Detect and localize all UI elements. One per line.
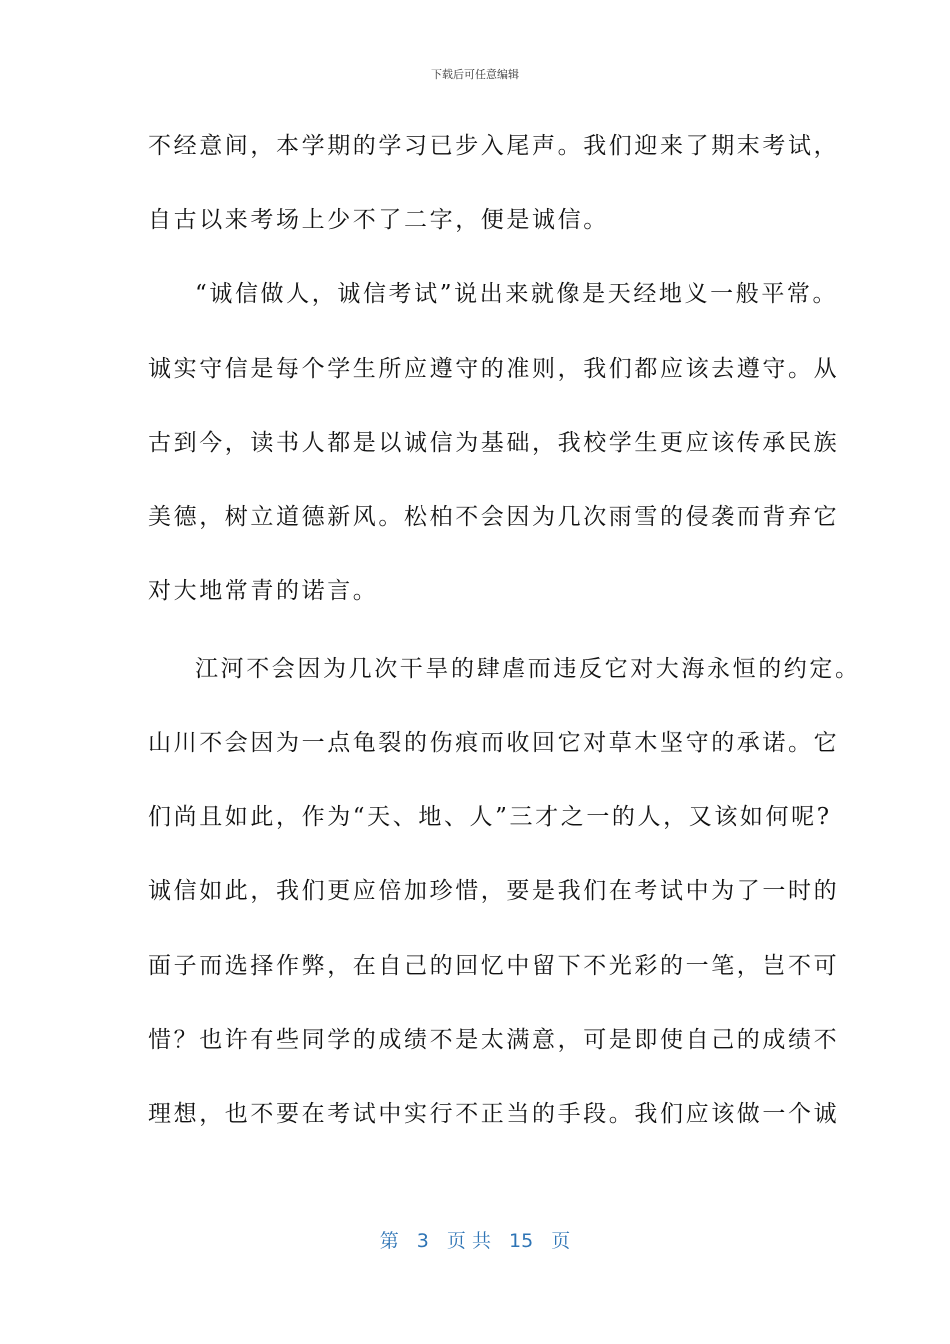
body-line: “诚信做人，诚信考试”说出来就像是天经地义一般平常。: [195, 281, 839, 307]
footer-suffix: 页: [551, 1230, 571, 1252]
body-line: 诚信如此，我们更应倍加珍惜，要是我们在考试中为了一时的: [148, 878, 840, 904]
body-line: 诚实守信是每个学生所应遵守的准则，我们都应该去遵守。从: [148, 356, 840, 382]
body-line: 理想，也不要在考试中实行不正当的手段。我们应该做一个诚: [148, 1101, 840, 1127]
body-line: 惜？也许有些同学的成绩不是太满意，可是即使自己的成绩不: [148, 1027, 840, 1053]
total-page-count: 15: [509, 1230, 534, 1252]
footer-prefix: 第: [379, 1230, 399, 1252]
current-page-number: 3: [416, 1230, 429, 1252]
body-line: 对大地常青的诺言。: [148, 578, 379, 604]
page-footer: [0, 1226, 950, 1253]
body-line: 不经意间，本学期的学习已步入尾声。我们迎来了期末考试，: [148, 133, 840, 159]
body-line: 江河不会因为几次干旱的肆虐而违反它对大海永恒的约定。: [195, 656, 861, 682]
body-line: 面子而选择作弊，在自己的回忆中留下不光彩的一笔，岂不可: [148, 953, 840, 979]
page-header-note: 下载后可任意编辑: [431, 68, 519, 81]
body-line: 们尚且如此，作为“天、地、人”三才之一的人，又该如何呢?: [148, 804, 832, 830]
body-line: 自古以来考场上少不了二字，便是诚信。: [148, 207, 609, 233]
body-line: 山川不会因为一点龟裂的伤痕而收回它对草木坚守的承诺。它: [148, 730, 840, 756]
body-line: 美德，树立道德新风。松柏不会因为几次雨雪的侵袭而背弃它: [148, 504, 840, 530]
body-line: 古到今，读书人都是以诚信为基础，我校学生更应该传承民族: [148, 430, 840, 456]
footer-middle: 页 共: [446, 1230, 491, 1252]
